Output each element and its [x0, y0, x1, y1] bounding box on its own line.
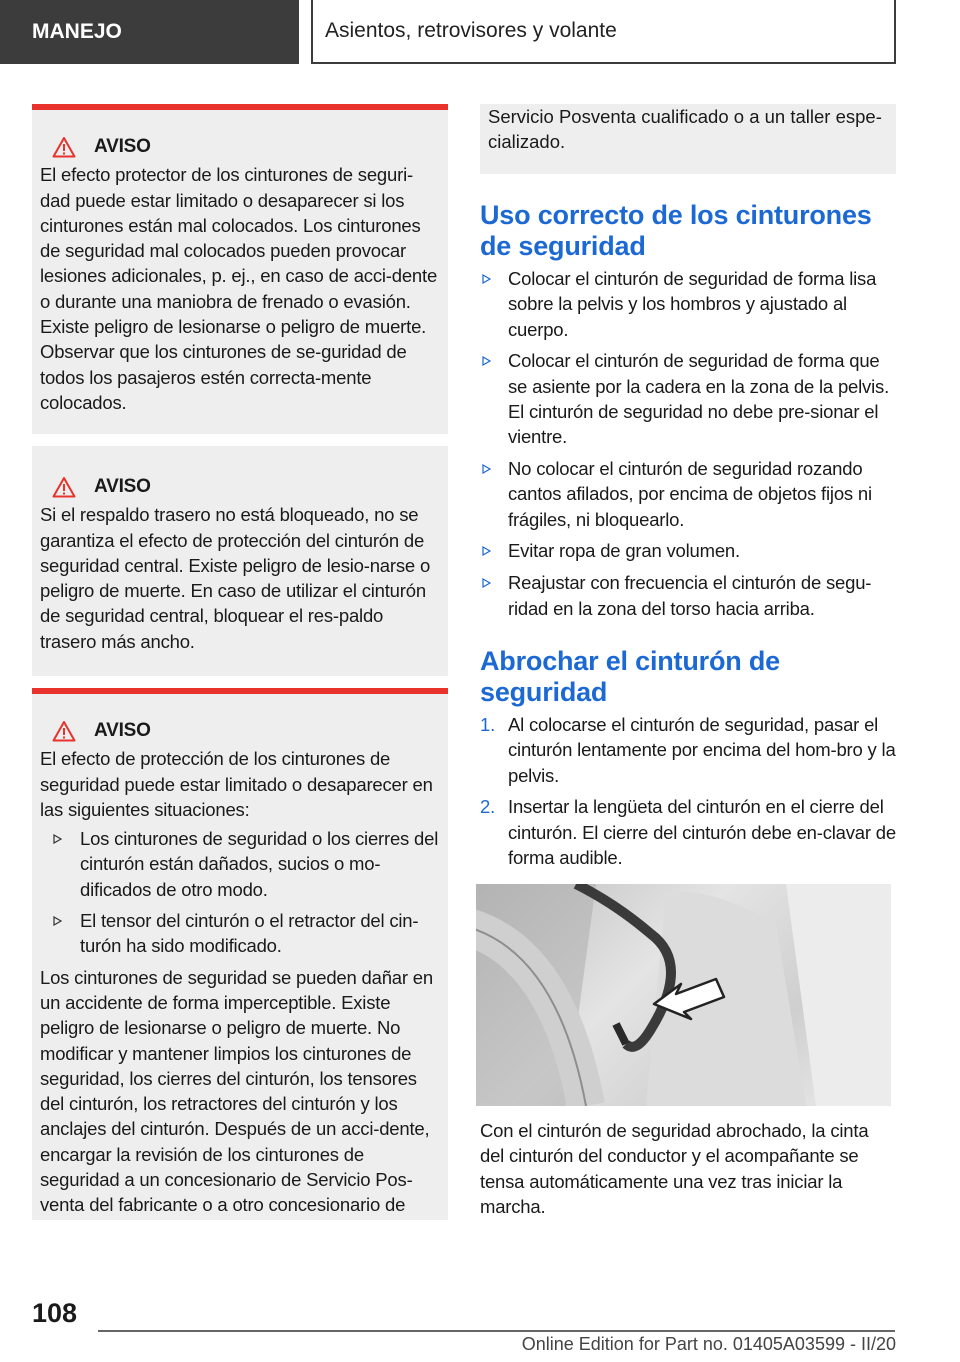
section-heading-correct-use: Uso correcto de los cinturones de seguridad	[480, 200, 872, 261]
notice-list	[40, 826, 440, 958]
step-item: 1. Al colocarse el cinturón de seguridad, pasar el cinturón lentamente por encima del hom-bro y la pelvis.	[480, 714, 896, 786]
list-item: No colocar el cinturón de seguridad rozando cantos afilados, por encima de objetos fijos ni frágiles, ni bloquearlo.	[480, 456, 896, 532]
step-item: 2. Insertar la lengüeta del cinturón en el cierre del cinturón. El cierre del cinturón debe en-clavar de forma audible.	[480, 796, 896, 868]
list-item: Reajustar con frecuencia el cinturón de segu-ridad en la zona del torso hacia arriba.	[480, 570, 896, 621]
seatbelt-photo	[476, 884, 891, 1106]
notice-intro: El efecto de protección de los cinturones de seguridad puede estar limitado o desaparecer en las siguientes situaciones:	[40, 748, 433, 820]
list-item: Los cinturones de seguridad o los cierres del cinturón están dañados, sucios o mo-dificados de otro modo.	[80, 826, 440, 902]
bullet-triangle-icon	[53, 834, 62, 844]
bullet-triangle-icon	[482, 356, 491, 366]
bullet-triangle-icon	[482, 464, 491, 474]
page-number: 108	[32, 1298, 78, 1328]
warning-triangle-icon	[52, 136, 76, 158]
list-item: El tensor del cinturón o el retractor del cin-turón ha sido modificado.	[80, 908, 440, 959]
list-item: Colocar el cinturón de seguridad de forma que se asiente por la cadera en la zona de la pelvis. El cinturón de seguridad no debe pre-sionar el vientre.	[480, 348, 896, 449]
bullet-triangle-icon	[482, 546, 491, 556]
notice-text: El efecto protector de los cinturones de seguri-dad puede estar limitado o desaparecer si los cinturones están mal colocados. Los cinturones de seguridad mal colocados pueden provocar lesiones adicionales, p. ej., en caso de acci-dente o durante una maniobra de frenado o evasión. Existe peligro de lesionarse o peligro de muerte. Observar que los cinturones de se-guridad de todos los pasajeros estén correcta-mente colocados.	[40, 164, 438, 413]
correct-use-list	[480, 266, 896, 627]
footer-edition: Online Edition for Part no. 01405A03599 - II/20	[521, 1334, 896, 1354]
section-heading-fasten: Abrochar el cinturón de seguridad	[480, 646, 780, 707]
notice-title: AVISO	[52, 134, 440, 159]
warning-notice-2	[32, 446, 448, 676]
notice-outro: Los cinturones de seguridad se pueden dañar en un accidente de forma imperceptible. Existe peligro de lesionarse o peligro de muerte. No modificar y mantener limpios los cinturones de seguridad, los cierres del cinturón, los tensores del cinturón, los retractores del cinturón y los anclajes del cinturón. Después de un acci-dente, encargar la revisión de los cinturones de seguridad a un concesionario de Servicio Pos-venta del fabricante o a otro concesionario de	[40, 966, 433, 1216]
list-item: Evitar ropa de gran volumen.	[480, 538, 896, 563]
bullet-triangle-icon	[53, 916, 62, 926]
footer-divider	[98, 1330, 895, 1332]
notice-title: AVISO	[52, 718, 440, 743]
warning-triangle-icon	[52, 476, 76, 498]
list-item: Colocar el cinturón de seguridad de forma lisa sobre la pelvis y los hombros y ajustado al cuerpo.	[480, 266, 896, 342]
photo-caption: Con el cinturón de seguridad abrochado, la cinta del cinturón del conductor y el acompañante se tensa automáticamente una vez tras iniciar la marcha.	[480, 1120, 869, 1217]
header-section: MANEJO	[0, 0, 299, 64]
warning-notice-3	[32, 688, 448, 1220]
header-chapter: Asientos, retrovisores y volante	[311, 0, 896, 64]
fasten-steps	[480, 712, 896, 877]
warning-triangle-icon	[52, 720, 76, 742]
notice-continuation: Servicio Posventa cualificado o a un taller espe-cializado.	[480, 104, 896, 174]
notice-text: Si el respaldo trasero no está bloqueado, no se garantiza el efecto de protección del cinturón de seguridad central. Existe peligro de lesio-narse o peligro de muerte. En caso de utilizar el cinturón de seguridad central, bloquear el res-paldo trasero más ancho.	[40, 504, 431, 652]
step-number: 1.	[480, 714, 496, 735]
warning-notice-1	[32, 104, 448, 434]
bullet-triangle-icon	[482, 274, 491, 284]
bullet-triangle-icon	[482, 578, 491, 588]
seatbelt-illustration	[476, 884, 891, 1106]
step-number: 2.	[480, 796, 496, 818]
notice-title: AVISO	[52, 474, 440, 499]
